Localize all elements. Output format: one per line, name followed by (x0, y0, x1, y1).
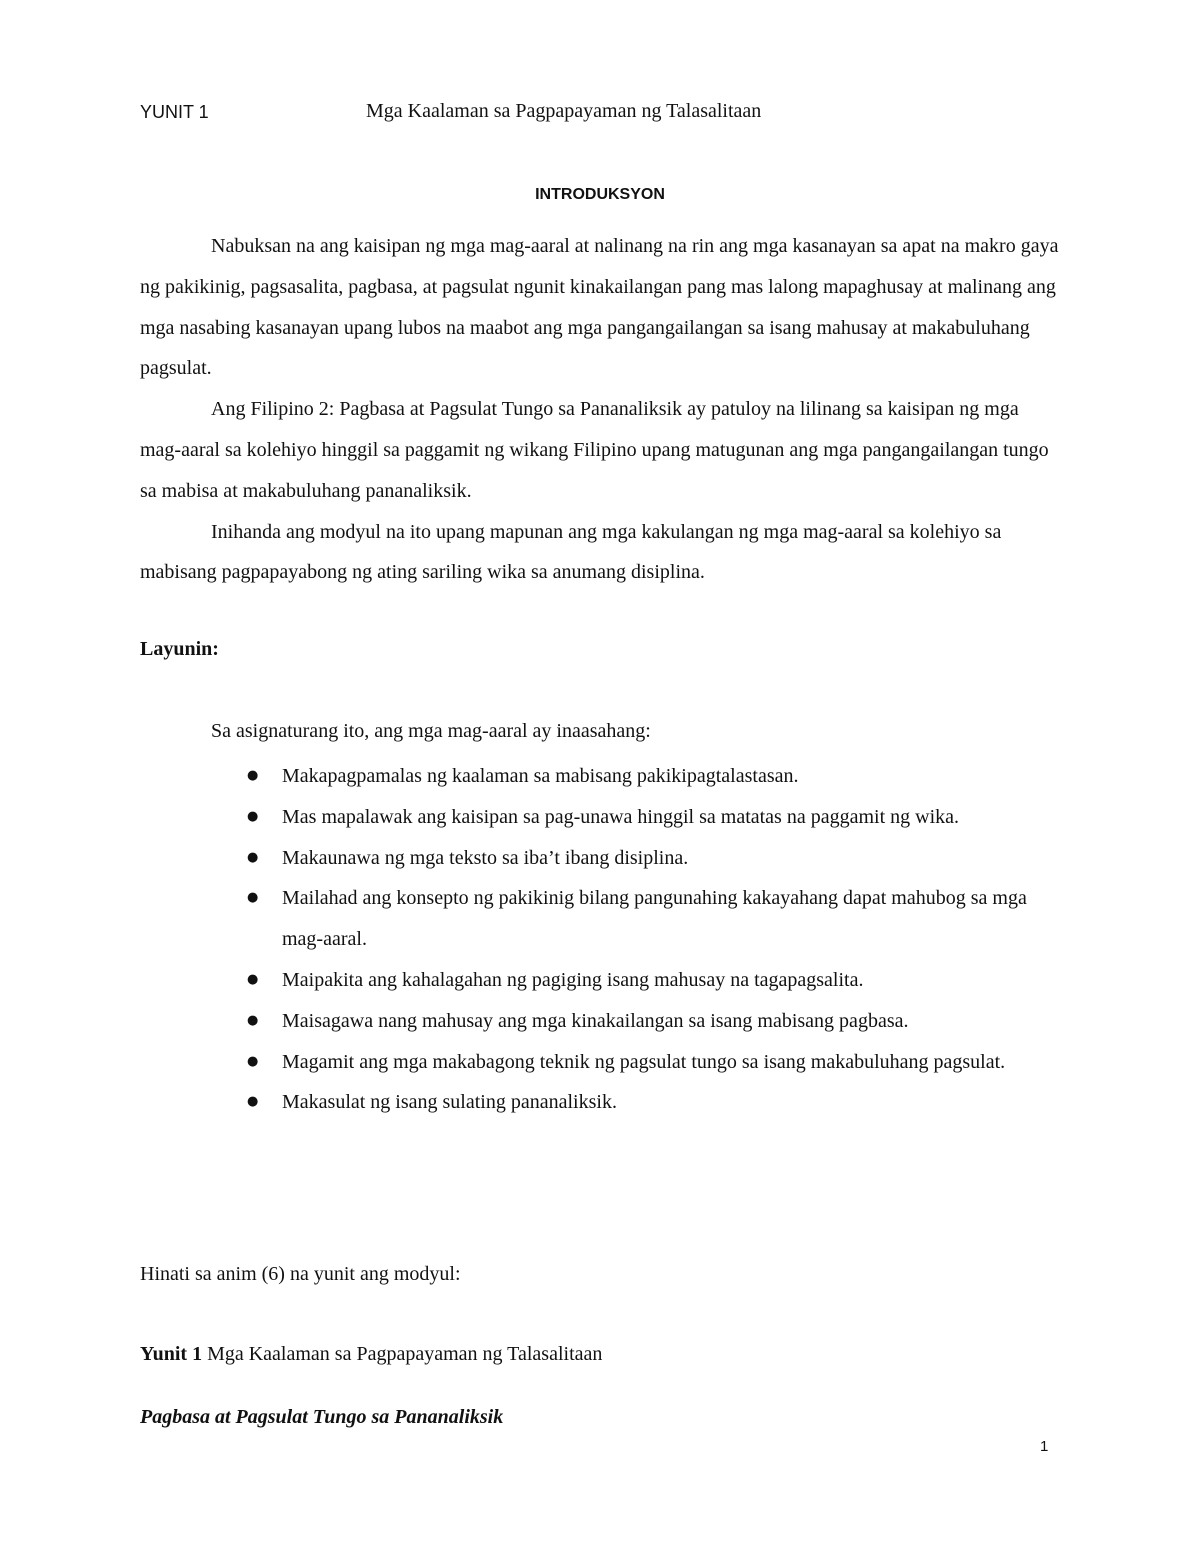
course-title: Pagbasa at Pagsulat Tungo sa Pananaliksik (140, 1406, 504, 1428)
list-item (211, 878, 1060, 960)
bullet-icon: ● (247, 890, 259, 906)
bullet-icon: ● (247, 971, 259, 987)
list-item-text: Maipakita ang kahalagahan ng pagiging isang mahusay na tagapagsalita. (282, 968, 864, 991)
list-item (211, 838, 1060, 879)
list-item (211, 1001, 1060, 1042)
list-item (211, 1042, 1060, 1083)
bullet-icon: ● (247, 768, 259, 783)
list-item (211, 960, 1060, 1001)
list-item-text: Mailahad ang konsepto ng pakikinig bilang pangunahing kakayahang dapat mahubog sa mga mag-aaral. (282, 887, 1027, 951)
page-header (140, 100, 1060, 132)
unit1-title: Mga Kaalaman sa Pagpapayaman ng Talasalitaan (207, 1343, 603, 1365)
unit-label: YUNIT 1 (140, 102, 209, 122)
unit1-line (140, 1343, 602, 1366)
objectives-heading: Layunin: (140, 638, 219, 660)
intro-paragraph: Ang Filipino 2: Pagbasa at Pagsulat Tungo sa Pananaliksik ay patuloy na lilinang sa kaisipan ng mga mag-aaral sa kolehiyo hinggil sa paggamit ng wikang Filipino upang matugunan ang mga pangangailangan tungo sa mabisa at makabuluhang pananaliksik. (140, 398, 1049, 502)
unit1-label: Yunit 1 (140, 1343, 203, 1365)
objectives-list (211, 756, 1060, 1123)
list-item-text: Makapagpamalas ng kaalaman sa mabisang pakikipagtalastasan. (282, 765, 799, 787)
list-item-text: Magamit ang mga makabagong teknik ng pagsulat tungo sa isang makabuluhang pagsulat. (282, 1050, 1006, 1073)
bullet-icon: ● (247, 849, 259, 865)
list-item (211, 797, 1060, 838)
intro-heading: INTRODUKSYON (535, 186, 665, 203)
bullet-icon: ● (247, 1053, 259, 1069)
list-item (211, 756, 1060, 797)
list-item-text: Mas mapalawak ang kaisipan sa pag-unawa hinggil sa matatas na paggamit ng wika. (282, 805, 960, 828)
list-item-text: Maisagawa nang mahusay ang mga kinakailangan sa isang mabisang pagbasa. (282, 1009, 909, 1032)
intro-body (140, 226, 1060, 593)
bullet-icon: ● (247, 1012, 259, 1028)
unit-title: Mga Kaalaman sa Pagpapayaman ng Talasalitaan (366, 100, 762, 122)
module-division-text: Hinati sa anim (6) na yunit ang modyul: (140, 1263, 461, 1285)
objectives-lead: Sa asignaturang ito, ang mga mag-aaral ay inaasahang: (211, 720, 651, 742)
bullet-icon: ● (247, 1094, 259, 1110)
list-item-text: Makaunawa ng mga teksto sa iba’t ibang disiplina. (282, 846, 689, 869)
list-item-text: Makasulat ng isang sulating pananaliksik. (282, 1091, 617, 1114)
intro-paragraph: Inihanda ang modyul na ito upang mapunan ang mga kakulangan ng mga mag-aaral sa kolehiyo sa mabisang pagpapayabong ng ating sariling wika sa anumang disiplina. (140, 520, 1002, 584)
page-number: 1 (1040, 1438, 1049, 1455)
intro-paragraph: Nabuksan na ang kaisipan ng mga mag-aaral at nalinang na rin ang mga kasanayan sa apat na makro gaya ng pakikinig, pagsasalita, pagbasa, at pagsulat ngunit kinakailangan pang mas lalong mapaghusay at malinang ang mga nasabing kasanayan upang lubos na maabot ang mga pangangailangan sa isang mahusay at makabuluhang pagsulat. (140, 235, 1059, 380)
list-item (211, 1082, 1060, 1123)
bullet-icon: ● (247, 808, 259, 824)
